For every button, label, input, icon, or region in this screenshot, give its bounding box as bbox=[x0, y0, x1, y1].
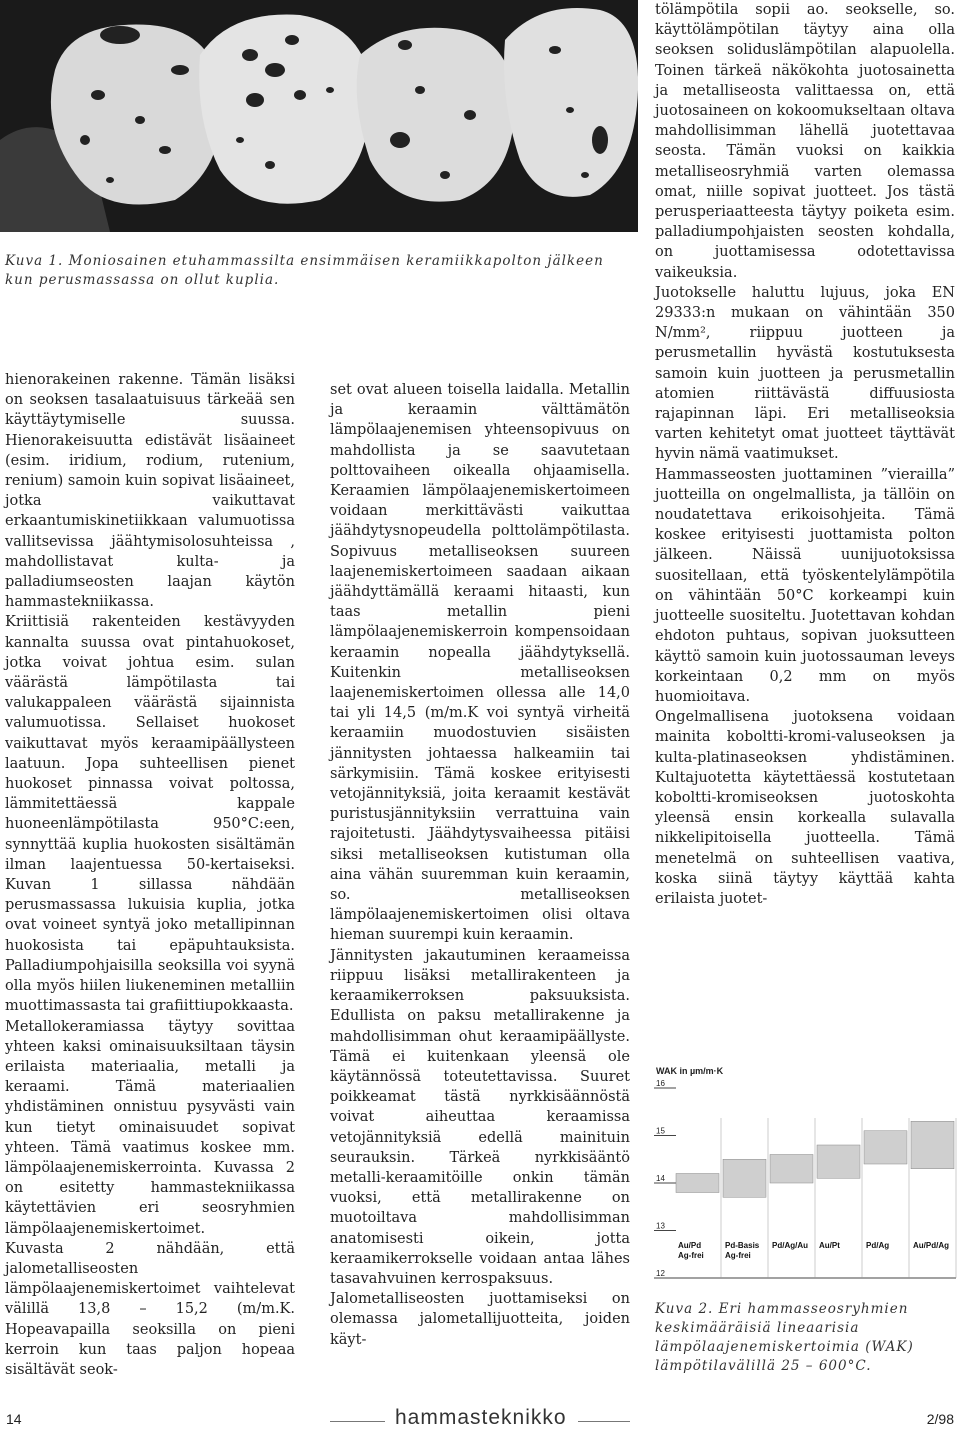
bar bbox=[864, 1131, 907, 1164]
paragraph: hienorakeinen rakenne. Tämän lisäksi on seoksen tasalaatuisuus tärkeää sen käyttäytymiselle suussa. Hienorakeisuutta edistävät lisäaineet (esim. iridium, rodium, rutenium, renium) samoin kuin sopivat lisäaineet, jotka vaikuttavat erkaantumiskinetiikkaan valumuotissa vallitsevissa jäähtymisolosuhteissa , mahdollistavat kulta- ja palladiumseosten laajan käytön hammastekniikassa. bbox=[5, 372, 295, 611]
category-label: Au/Pd/Ag bbox=[913, 1241, 949, 1250]
middle-column bbox=[330, 380, 630, 1350]
y-tick-label: 16 bbox=[656, 1079, 665, 1088]
category-label: Pd-Basis bbox=[725, 1241, 760, 1250]
category-label: Au/Pt bbox=[819, 1241, 840, 1250]
paragraph: Jännitysten jakautuminen keraameissa riippuu lisäksi metallirakenteen ja keraamikerroksen paksuuksista. Edullista on paksu metallirakenne ja mahdollisimman ohut keraamipäällyste. Tämä ei kuitenkaan yleensä ole käytännössä toteutettavissa. Suuret poikkeamat tästä nyrkkisäännöstä voivat aiheuttaa keraamissa vetojännityksiä edellä mainituin seurauksin. Tärkeä nyrkkisääntö metalli-keraamitöille onkin tämän vuoksi, että metallirakenne on muotoiltava mahdollisimman anatomisesti oikein, jotta keraamikerrokselle voidaan antaa lähes tasavahvuinen kerrospaksuus. bbox=[330, 947, 630, 1287]
paragraph: Juotokselle haluttu lujuus, joka EN 29333:n mukaan on vähintään 350 N/mm², riippuu juotteen ja perusmetallin hyvästä kostutuksesta samoin kuin juotteen ja perusmetallin atomien riittävästä diffuusiosta rajapinnan läpi. Eri metalliseoksia varten kehitetyt omat juotteet täyttävät hyvin nämä vaatimukset. bbox=[655, 284, 955, 463]
page-number-right: 2/98 bbox=[926, 1411, 954, 1427]
magazine-title: hammasteknikko bbox=[395, 1406, 567, 1429]
right-column bbox=[655, 0, 955, 909]
figure-1-caption: Kuva 1. Moniosainen etuhammassilta ensimmäisen keramiikkapolton jälkeen kun perusmassassa on ollut kuplia. bbox=[5, 253, 604, 288]
category-label: Au/Pd bbox=[678, 1241, 702, 1250]
paragraph: Kuvasta 2 nähdään, että jalometalliseosten lämpölaajenemiskertoimet vaihtelevat välillä 13,8 – 15,2 (m/m.K. Hopeavapailla seoksilla on pieni kerroin kun taas paljon hopeaa sisältävät seok- bbox=[5, 1240, 295, 1378]
left-column bbox=[5, 370, 295, 1380]
paragraph: Metallokeramiassa täytyy sovittaa yhteen kaksi ominaisuuksiltaan täysin erilaista materiaalia, metalli ja keraami. Tämä materiaalien yhdistäminen onnistuu pysyvästi vain kun tietyt ominaisuudet sopivat yhteen. Tämä vaatimus koskee mm. lämpölaajenemiskerrointa. Kuvassa 2 on esitetty hammastekniikassa käytettävien eri seosryhmien lämpölaajenemiskertoimet. bbox=[5, 1018, 295, 1237]
bar bbox=[817, 1145, 860, 1178]
bar bbox=[723, 1159, 766, 1197]
y-tick-label: 15 bbox=[656, 1126, 665, 1136]
chart-title: WAK in µm/m·K bbox=[656, 1066, 724, 1076]
bar bbox=[770, 1155, 813, 1184]
category-label: Ag-frei bbox=[678, 1251, 704, 1260]
paragraph: set ovat alueen toisella laidalla. Metallin ja keraamin välttämätön lämpölaajenemisen yhteensopivuus on mahdollista ja se saavutetaan polttovaiheen oikealla ohjaamisella. Keraamien lämpölaajenemiskertoimeen voidaan merkittävästi vaikuttaa jäähdytysnopeudella polttolämpötilasta. Sopivuus metalliseoksen suureen laajenemiskertoimeen saadaan aikaan jäähdyttämällä keraami hitaasti, kun taas metallin pieni lämpölaajenemiskerroin kompensoidaan keraamin nopealla jäähdytyksellä. Kuitenkin metalliseoksen laajenemiskertoimen ollessa alle 14,0 tai yli 14,5 (m/m.K voi syntyä virheitä keraamiin muodostuvien sisäisten jännitysten johtaessa halkeamiin tai särkymisiin. Tämä koskee erityisesti vetojännityksiä, joita keraamit kestävät puristusjännityksiin verrattuina vain rajoitetusti. Jäähdytysvaiheessa pitäisi siksi metalliseoksen kutistuman olla aina vähän suuremman kuin keraamin, so. metalliseoksen lämpölaajenemiskertoimen olisi oltava hieman suurempi kuin keraamin. bbox=[330, 382, 630, 944]
footer-rule bbox=[578, 1421, 630, 1422]
y-tick-label: 12 bbox=[656, 1269, 665, 1278]
page-number-left: 14 bbox=[6, 1411, 22, 1427]
paragraph: Jalometalliseosten juottamiseksi on olemassa jalometallijuotteita, joiden käyt- bbox=[330, 1291, 630, 1348]
y-tick-label: 13 bbox=[656, 1221, 665, 1231]
paragraph: Hammasseosten juottaminen ”vierailla” juotteilla on ongelmallista, ja tällöin on noudatettava erikoisohjeita. Tämä koskee erityisesti juottamista polton jälkeen. Näissä uunijuotoksissa suositellaan, että työskentelylämpötila on vähintään 50°C korkeampi kuin juotteelle suositeltu. Juotettavan kohdan ehdoton puhtaus, sopivan juoksutteen käyttö samoin kuin juotossauman leveys korkeintaan 0,2 mm on myös huomioitava. bbox=[655, 466, 955, 705]
footer-rule bbox=[330, 1421, 385, 1422]
paragraph: Ongelmallisena juotoksena voidaan mainita koboltti-kromi-valuseoksen ja kulta-platinaseoksen yhdistäminen. Kultajuotetta käytettäessä kostutetaan koboltti-kromiseoksen juotoskohta yleensä ensin korkealla sulavalla nikkelipitoisella juotteella. Tämä menetelmä on suhteellisen vaativa, koska siinä täytyy käyttää kahta erilaista juotet- bbox=[655, 709, 955, 907]
bar bbox=[911, 1121, 954, 1169]
figure-2-caption: Kuva 2. Eri hammasseosryhmien keskimääräisiä lineaarisia lämpölaajenemiskertoimia (WAK) lämpötilavälillä 25 – 600°C. bbox=[655, 1301, 914, 1374]
paragraph: tölämpötila sopii ao. seokselle, so. käyttölämpötilan täytyy aina olla seoksen soliduslämpötilan alapuolella. Toinen tärkeä näkökohta juotosainetta ja metalliseosta valittaessa on, että juotosaineen on kokoomukseltaan oltava mahdollisimman lähellä juotettavaa seosta. Tämän vuoksi on kaikkia metalliseosryhmiä varten olemassa omat, niille sopivat juotteet. Jos tästä perusperiaatteesta täytyy poiketa esim. palladiumpohjaisten seosten kohdalla, on juottamisessa odotettavissa vaikeuksia. bbox=[655, 2, 955, 281]
wak-chart bbox=[650, 1062, 960, 1292]
dental-bridge-photo bbox=[0, 0, 638, 232]
category-label: Ag-frei bbox=[725, 1251, 751, 1260]
category-label: Pd/Ag bbox=[866, 1241, 890, 1250]
category-label: Pd/Ag/Au bbox=[772, 1241, 808, 1250]
paragraph: Kriittisiä rakenteiden kestävyyden kannalta suussa ovat pintahuokoset, jotka voivat johtua esim. sulan väärästä lämpötilasta tai valukappaleen väärästä sijainnista valumuotissa. Sellaiset huokoset vaikuttavat myös keraamipäällysteen laatuun. Jopa suhteellisen pienet huokoset pinnassa voivat poltossa, lämmitettäessä kappale huoneenlämpötilasta 950°C:een, synnyttää kuplia huokosten sisältämän ilman laajentuessa 50-kertaiseksi. Kuvan 1 sillassa nähdään perusmassassa lukuisia kuplia, jotka ovat voineet syntyä joko metallipinnan huokosista tai epäpuhtauksista. Palladiumpohjaisilla seoksilla voi syynä olla myös hiilen liukeneminen metalliin muottimassasta tai grafiittiupokkaasta. bbox=[5, 614, 295, 1015]
page-footer bbox=[0, 1408, 960, 1434]
bar bbox=[676, 1174, 719, 1193]
y-tick-label: 14 bbox=[656, 1174, 665, 1183]
